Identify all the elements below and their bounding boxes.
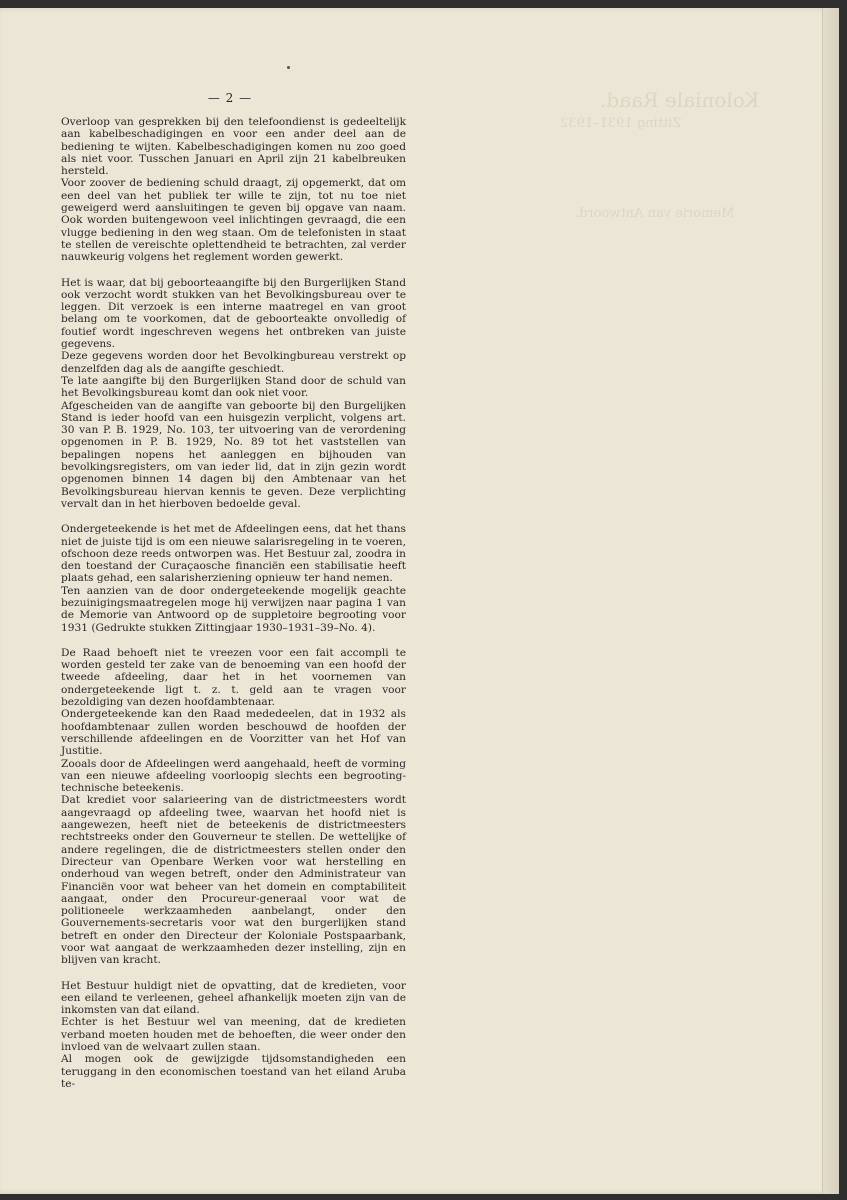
paragraph: Zooals door de Afdeelingen werd aangehaald, heeft de vorming van een nieuwe afdeeling voorloopig slechts een begrooting-technische beteekenis. [61,757,406,795]
paragraph: Ondergeteekende is het met de Afdeelingen eens, dat het thans niet de juiste tijd is om een nieuwe salarisregeling in te voeren, ofschoon deze reeds ontworpen was. Het Bestuur zal, zoodra in den toestand der Curaçaosche financiën een stabilisatie heeft plaats gehad, een salarisherziening opnieuw ter hand nemen. [61,523,406,585]
text-column [61,116,406,1090]
paragraph: Het is waar, dat bij geboorteaangifte bij den Burgerlijken Stand ook verzocht wordt stukken van het Bevolkingsbureau over te leggen. Dit verzoek is een interne maatregel en van groot belang om te voorkomen, dat de geboorteakte onvolledig of foutief wordt ingeschreven wegens het ontbreken van juiste gegevens. [61,276,406,351]
section-gap [61,510,406,523]
section-gap [61,264,406,277]
bleed-through-title: Koloniale Raad. [600,88,760,112]
page-number: — 2 — [207,91,253,105]
paragraph: Overloop van gesprekken bij den telefoondienst is gedeeltelijk aan kabelbeschadigingen en voor een ander deel aan de bediening te wijten. Kabelbeschadigingen komen nu zoo goed als niet voor. Tusschen Januari en April zijn 21 kabelbreuken hersteld. [61,116,406,178]
paragraph: Ondergeteekende kan den Raad mededeelen, dat in 1932 als hoofdambtenaar zullen worden beschouwd de hoofden der verschillende afdeelingen en de Voorzitter van het Hof van Justitie. [61,708,406,758]
paragraph: Te late aangifte bij den Burgerlijken Stand door de schuld van het Bevolkingsbureau komt dan ook niet voor. [61,374,406,400]
paragraph: Echter is het Bestuur wel van meening, dat de kredieten verband moeten houden met de behoeften, die weer onder den invloed van de welvaart zullen staan. [61,1016,406,1054]
paragraph: Dat krediet voor salarieering van de districtmeesters wordt aangevraagd op afdeeling twee, waarvan het hoofd niet is aangewezen, heeft niet de beteekenis de districtmeesters rechtstreeks onder den Gouverneur te stellen. De wettelijke of andere regelingen, die de districtmeesters stellen onder den Directeur van Openbare Werken voor wat herstelling en onderhoud van wegen betreft, onder den Administrateur van Financiën voor wat beheer van het domein en comptabiliteit aangaat, onder den Procureur-generaal voor wat de politioneele werkzaamheden aanbelangt, onder den Gouvernements-secretaris voor wat den burgerlijken stand betreft en onder den Directeur der Koloniale Postspaarbank, voor wat aangaat de werkzaamheden dezer instelling, zijn en blijven van kracht. [61,794,406,967]
paragraph: Voor zoover de bediening schuld draagt, zij opgemerkt, dat om een deel van het publiek ter wille te zijn, tot nu toe niet geweigerd werd aansluitingen te geven bij opgave van naam. Ook worden buitengewoon veel inlichtingen gevraagd, die een vlugge bediening in den weg staan. Om de telefonisten in staat te stellen de vereischte oplettendheid te betrachten, zal verder nauwkeurig volgens het reglement worden gewerkt. [61,177,406,264]
paragraph: Het Bestuur huldigt niet de opvatting, dat de kredieten, voor een eiland te verleenen, geheel afhankelijk moeten zijn van de inkomsten van dat eiland. [61,979,406,1017]
bleed-through-subtitle: Zitting 1931–1932 [560,116,682,131]
speck-mark [287,66,290,69]
paragraph: Ten aanzien van de door ondergeteekende mogelijk geachte bezuinigingsmaatregelen moge hij verwijzen naar pagina 1 van de Memorie van Antwoord op de suppletoire begrooting voor 1931 (Gedrukte stukken Zittingjaar 1930–1931–39–No. 4). [61,584,406,634]
paragraph: Deze gegevens worden door het Bevolkingbureau verstrekt op denzelfden dag als de aangifte geschiedt. [61,350,406,375]
paragraph: De Raad behoeft niet te vreezen voor een fait accompli te worden gesteld ter zake van de benoeming van een hoofd der tweede afdeeling, daar het in het voornemen van ondergeteekende ligt t. z. t. geld aan te vragen voor bezoldiging van dezen hoofdambtenaar. [61,646,406,709]
bleed-through-heading: Memorie van Antwoord. [575,206,735,221]
section-gap [61,967,406,980]
section-gap [61,634,406,647]
paragraph: Al mogen ook de gewijzigde tijdsomstandigheden een teruggang in den economischen toestand van het eiland Aruba te- [61,1053,406,1090]
page-edge [822,8,839,1194]
paragraph: Afgescheiden van de aangifte van geboorte bij den Burgelijken Stand is ieder hoofd van een huisgezin verplicht, volgens art. 30 van P. B. 1929, No. 103, ter uitvoering van de verordening opgenomen in P. B. 1929, No. 89 tot het vaststellen van bepalingen nopens het aanleggen en bijhouden van bevolkingsregisters, om van ieder lid, dat in zijn gezin wordt opgenomen binnen 14 dagen bij den Ambtenaar van het Bevolkingsbureau hiervan kennis te geven. Deze verplichting vervalt dan in het hierboven bedoelde geval. [61,399,406,510]
